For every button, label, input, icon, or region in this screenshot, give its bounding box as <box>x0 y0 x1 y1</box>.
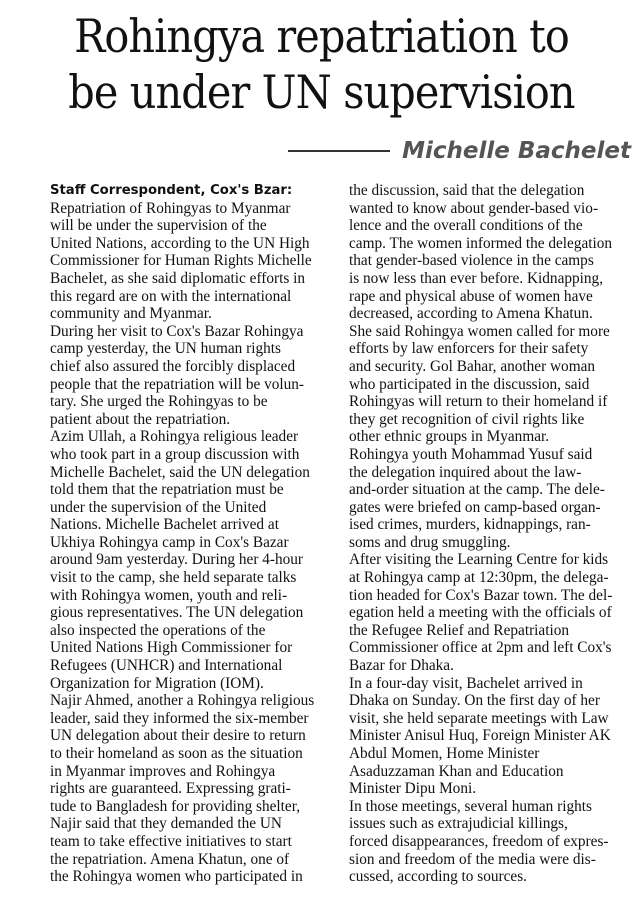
article-text-line: tary. She urged the Rohingyas to be <box>50 393 268 411</box>
article-text-line: Commissioner for Human Rights Michelle <box>50 252 312 270</box>
article-text-line: visit to the camp, she held separate talks <box>50 569 297 587</box>
article-text-line: camp yesterday, the UN human rights <box>50 340 281 358</box>
article-text-line: that gender-based violence in the camps <box>349 252 594 270</box>
headline-line-2: be under UN supervision <box>68 65 575 119</box>
article-text-line: Najir said that they demanded the UN <box>50 815 282 833</box>
article-text-line: under the supervision of the United <box>50 498 267 516</box>
article-text-line: patient about the repatriation. <box>50 410 231 428</box>
article-text-line: forced disappearances, freedom of expres- <box>349 832 609 850</box>
article-text-line: Abdul Momen, Home Minister <box>349 745 540 762</box>
article-text-line: United Nations, according to the UN High <box>50 234 310 252</box>
article-text-line: team to take effective initiatives to start <box>50 832 292 850</box>
article-text-line: tude to Bangladesh for providing shelter, <box>50 797 301 815</box>
article-text-line: and security. Gol Bahar, another woman <box>349 357 596 375</box>
article-text-line: around 9am yesterday. During her 4-hour <box>50 551 304 569</box>
article-text-line: Dhaka on Sunday. On the first day of her <box>349 692 600 710</box>
article-text-line: decreased, according to Amena Khatun. <box>349 305 593 323</box>
article-text-line: In those meetings, several human rights <box>349 797 592 815</box>
article-text-line: leader, said they informed the six-member <box>50 709 309 727</box>
article-text-line: After visiting the Learning Centre for kids <box>349 551 609 569</box>
article-column-right <box>349 182 638 886</box>
article-text-line: this regard are on with the international <box>50 287 292 305</box>
headline-line-1: Rohingya repatriation to <box>74 9 569 63</box>
article-text-line: in Myanmar improves and Rohingya <box>50 762 276 780</box>
article-text-line: chief also assured the forcibly displaced <box>50 357 296 375</box>
article-text-line: community and Myanmar. <box>50 305 212 323</box>
article-text-line: issues such as extrajudicial killings, <box>349 815 568 833</box>
article-text-line: Asaduzzaman Khan and Education <box>349 762 564 780</box>
article-text-line: and-order situation at the camp. The dele- <box>349 481 605 499</box>
article-text-line: Rohingya youth Mohammad Yusuf said <box>349 445 593 463</box>
article-text-line: also inspected the operations of the <box>50 621 266 639</box>
article-text-line: UN delegation about their desire to return <box>50 727 306 745</box>
article-text-line: soms and drug smuggling. <box>349 533 511 551</box>
article-text-line: they get recognition of civil rights like <box>349 410 585 428</box>
article-text-line: wanted to know about gender-based vio- <box>349 199 599 217</box>
article-text-line: who took part in a group discussion with <box>50 445 300 463</box>
article-text-line: with Rohingya women, youth and reli- <box>50 586 288 604</box>
article-column-left <box>50 182 340 886</box>
article-text-line: the repatriation. Amena Khatun, one of <box>50 850 290 868</box>
article-text-line: efforts by law enforcers for their safety <box>349 340 589 358</box>
dateline: Staff Correspondent, Cox's Bzar: <box>50 183 293 198</box>
article-text-line: Repatriation of Rohingyas to Myanmar <box>50 199 291 217</box>
article-text-line: ised crimes, murders, kidnappings, ran- <box>349 516 591 534</box>
article-text-line: the Refugee Relief and Repatriation <box>349 621 570 639</box>
article-text-line: people that the repatriation will be volun- <box>50 375 305 393</box>
article-text-line: Minister Dipu Moni. <box>349 780 477 798</box>
article-text-line: Nations. Michelle Bachelet arrived at <box>50 516 279 534</box>
byline-rule <box>288 150 390 152</box>
article-text-line: tion headed for Cox's Bazar town. The del- <box>349 586 613 604</box>
article-text-line: will be under the supervision of the <box>50 217 267 235</box>
article-text-line: Organization for Migration (IOM). <box>50 674 264 692</box>
article-text-line: Ukhiya Rohingya camp in Cox's Bazar <box>50 533 289 551</box>
article-text-line: Minister Anisul Huq, Foreign Minister AK <box>349 727 611 745</box>
article-text-line: cussed, according to sources. <box>349 868 527 886</box>
article-text-line: who participated in the discussion, said <box>349 375 590 393</box>
article-text-line: gious representatives. The UN delegation <box>50 604 304 622</box>
article-text-line: Azim Ullah, a Rohingya religious leader <box>50 428 299 446</box>
article-text-line: United Nations High Commissioner for <box>50 639 293 657</box>
article-text-line: lence and the overall conditions of the <box>349 217 583 235</box>
article-text-line: Commissioner office at 2pm and left Cox's <box>349 639 612 657</box>
article-text-line: told them that the repatriation must be <box>50 481 284 499</box>
headline <box>32 8 611 120</box>
article-text-line: camp. The women informed the delegation <box>349 234 613 252</box>
article-text-line: gates were briefed on camp-based organ- <box>349 498 601 516</box>
article-text-line: to their homeland as soon as the situation <box>50 745 303 762</box>
article-text-line: Najir Ahmed, another a Rohingya religious <box>50 692 315 710</box>
article-text-line: the Rohingya women who participated in <box>50 868 303 886</box>
article-text-line: at Rohingya camp at 12:30pm, the delega- <box>349 569 609 587</box>
article-text-line: is now less than ever before. Kidnapping, <box>349 269 604 287</box>
article-text-line: Rohingyas will return to their homeland if <box>349 393 608 411</box>
article-text-line: egation held a meeting with the officials of <box>349 604 612 622</box>
article-text-line: the discussion, said that the delegation <box>349 182 585 199</box>
article-text-line: Bazar for Dhaka. <box>349 657 454 675</box>
article-text-line: the delegation inquired about the law- <box>349 463 582 481</box>
article-text-line: visit, she held separate meetings with Law <box>349 709 609 727</box>
article-text-line: During her visit to Cox's Bazar Rohingya <box>50 322 304 340</box>
article-text-line: She said Rohingya women called for more <box>349 322 610 340</box>
article-text-line: In a four-day visit, Bachelet arrived in <box>349 674 583 692</box>
byline-name: Michelle Bachelet <box>402 138 631 164</box>
article-text-line: Refugees (UNHCR) and International <box>50 657 283 675</box>
article-text-line: other ethnic groups in Myanmar. <box>349 428 550 446</box>
article-text-line: Michelle Bachelet, said the UN delegation <box>50 463 310 481</box>
article-text-line: rape and physical abuse of women have <box>349 287 593 305</box>
byline <box>288 134 631 168</box>
article-text-line: rights are guaranteed. Expressing grati- <box>50 780 291 798</box>
article-text-line: Bachelet, as she said diplomatic efforts in <box>50 269 306 287</box>
article-text-line: sion and freedom of the media were dis- <box>349 850 596 868</box>
